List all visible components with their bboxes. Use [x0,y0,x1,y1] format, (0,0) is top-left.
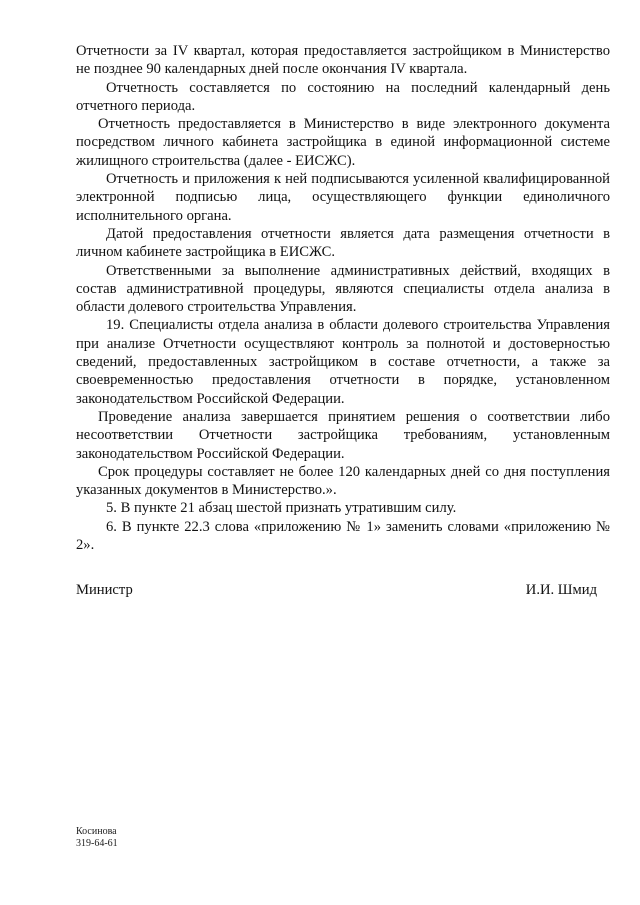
document-body [76,42,610,554]
paragraph-electronic-submission: Отчетность предоставляется в Министерство в виде электронного документа посредством личного кабинета застройщика в единой информационной системе жилищного строительства (далее - ЕИСЖС). [76,116,610,169]
paragraph-reporting-q4: Отчетности за IV квартал, которая предоставляется застройщиком в Министерство не позднее 90 календарных дней после окончания IV квартала. [76,43,610,78]
paragraph-procedure-term: Срок процедуры составляет не более 120 календарных дней со дня поступления указанных документов в Министерство.». [76,463,610,499]
signatory-name: И.И. Шмид [525,582,597,598]
signature-block [76,581,597,599]
paragraph-electronic-signature: Отчетность и приложения к ней подписываются усиленной квалифицированной электронной подписью лица, осуществляющего функции единоличного исполнительного органа. [76,171,610,224]
paragraph-item-19: 19. Специалисты отдела анализа в области долевого строительства Управления при анализе Отчетности осуществляют контроль за полнотой и достоверностью сведений, предоставленных застройщиком в составе отчетности, а также за своевременностью предоставления отчетности в порядке, установленном законодательством Российской Федерации. [76,317,610,407]
paragraph-item-6: 6. В пункте 22.3 слова «приложению № 1» заменить словами «приложению № 2». [76,518,610,554]
paragraph-item-5: 5. В пункте 21 абзац шестой признать утратившим силу. [106,500,457,517]
executor-phone: 319-64-61 [76,838,118,849]
paragraph-submission-date: Датой предоставления отчетности является дата размещения отчетности в личном кабинете застройщика в ЕИСЖС. [76,225,610,261]
executor-name: Косинова [76,826,117,837]
paragraph-responsible-specialists: Ответственными за выполнение административных действий, входящих в состав административной процедуры, являются специалисты отдела анализа в области долевого строительства Управления. [76,262,610,316]
paragraph-analysis-decision: Проведение анализа завершается принятием решения о соответствии либо несоответствии Отчетности застройщика требованиям, установленным законодательством Российской Федерации. [76,408,610,462]
signatory-position: Министр [76,582,133,598]
paragraph-reporting-date: Отчетность составляется по состоянию на последний календарный день отчетного периода. [76,79,610,114]
executor-footer [76,826,118,850]
